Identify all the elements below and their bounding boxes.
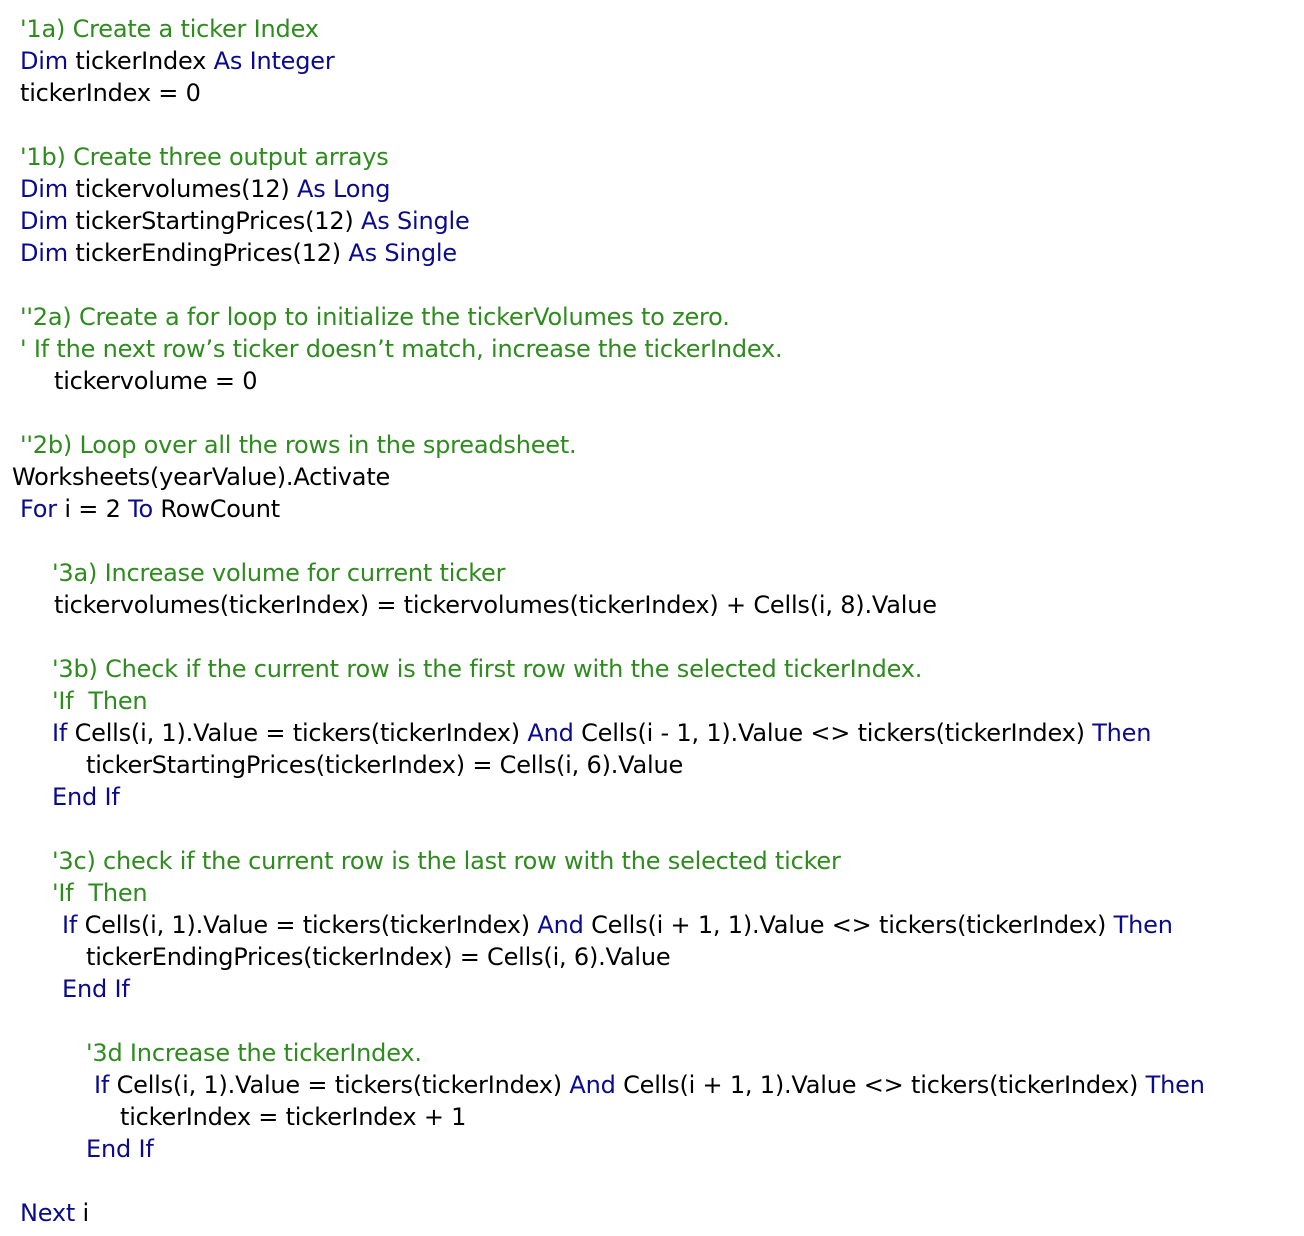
code-line[interactable] (52, 557, 505, 589)
code-line[interactable] (20, 13, 319, 45)
code-comment: '3b) Check if the current row is the first row with the selected tickerIndex. (52, 655, 923, 683)
code-text: Cells(i + 1, 1).Value <> tickers(tickerIndex) (583, 911, 1114, 939)
code-line[interactable] (20, 237, 457, 269)
code-text: Cells(i + 1, 1).Value <> tickers(tickerIndex) (615, 1071, 1146, 1099)
code-keyword: End If (86, 1135, 154, 1163)
code-keyword: And (569, 1071, 616, 1099)
code-text: tickerEndingPrices(tickerIndex) = Cells(i, 6).Value (86, 943, 671, 971)
code-comment: 'If Then (52, 879, 148, 907)
code-line[interactable] (52, 845, 841, 877)
code-line[interactable] (52, 653, 922, 685)
code-keyword: Then (1092, 719, 1152, 747)
code-comment: ''2a) Create a for loop to initialize the tickerVolumes to zero. (20, 303, 730, 331)
code-keyword: Dim (20, 175, 68, 203)
code-keyword: Next (20, 1199, 76, 1227)
code-text: tickerIndex = 0 (20, 79, 201, 107)
code-keyword: If (62, 911, 78, 939)
code-comment: '3a) Increase volume for current ticker (52, 559, 506, 587)
code-keyword: As Integer (213, 47, 335, 75)
code-line[interactable] (20, 205, 470, 237)
code-line[interactable] (62, 909, 1173, 941)
code-line[interactable] (52, 781, 120, 813)
code-line[interactable] (54, 589, 937, 621)
code-line[interactable] (52, 685, 147, 717)
code-line[interactable] (20, 141, 389, 173)
code-keyword: End If (62, 975, 130, 1003)
code-comment: '3d Increase the tickerIndex. (86, 1039, 422, 1067)
code-text: Cells(i, 1).Value = tickers(tickerIndex) (77, 911, 538, 939)
code-line[interactable] (62, 973, 130, 1005)
code-comment: ' If the next row’s ticker doesn’t match, increase the tickerIndex. (20, 335, 783, 363)
code-keyword: As Single (361, 207, 470, 235)
code-text: tickerIndex (67, 47, 214, 75)
code-keyword: For (20, 495, 57, 523)
code-line[interactable] (20, 493, 280, 525)
code-keyword: Dim (20, 47, 68, 75)
code-comment: 'If Then (52, 687, 148, 715)
code-text: tickervolumes(12) (67, 175, 298, 203)
code-text: i = 2 (56, 495, 129, 523)
code-line[interactable] (20, 333, 782, 365)
code-line[interactable] (20, 173, 390, 205)
code-text: Cells(i - 1, 1).Value <> tickers(tickerIndex) (573, 719, 1093, 747)
code-keyword: To (128, 495, 153, 523)
code-keyword: As Single (348, 239, 457, 267)
code-line[interactable] (20, 301, 730, 333)
code-text: tickerStartingPrices(12) (67, 207, 362, 235)
code-text: Cells(i, 1).Value = tickers(tickerIndex) (67, 719, 528, 747)
code-line[interactable] (52, 717, 1151, 749)
code-comment: '3c) check if the current row is the last row with the selected ticker (52, 847, 841, 875)
code-line[interactable] (86, 1037, 422, 1069)
code-keyword: Dim (20, 207, 68, 235)
code-line[interactable] (20, 77, 201, 109)
code-keyword: Then (1113, 911, 1173, 939)
code-keyword: Dim (20, 239, 68, 267)
code-line[interactable] (12, 461, 390, 493)
code-keyword: And (527, 719, 574, 747)
code-line[interactable] (94, 1069, 1205, 1101)
code-line[interactable] (86, 941, 670, 973)
code-line[interactable] (86, 1133, 154, 1165)
code-text: tickerEndingPrices(12) (67, 239, 349, 267)
code-text: tickerIndex = tickerIndex + 1 (120, 1103, 467, 1131)
code-line[interactable] (120, 1101, 466, 1133)
code-line[interactable] (86, 749, 683, 781)
code-line[interactable] (20, 45, 335, 77)
code-keyword: If (52, 719, 68, 747)
code-keyword: End If (52, 783, 120, 811)
code-comment: '1b) Create three output arrays (20, 143, 389, 171)
code-line[interactable] (20, 1197, 89, 1229)
code-line[interactable] (52, 877, 147, 909)
code-text: tickervolume = 0 (54, 367, 258, 395)
code-text: Worksheets(yearValue).Activate (12, 463, 391, 491)
code-text: tickerStartingPrices(tickerIndex) = Cells(i, 6).Value (86, 751, 684, 779)
code-text: tickervolumes(tickerIndex) = tickervolumes(tickerIndex) + Cells(i, 8).Value (54, 591, 937, 619)
code-line[interactable] (20, 429, 577, 461)
code-text: RowCount (152, 495, 280, 523)
code-line[interactable] (54, 365, 257, 397)
code-keyword: If (94, 1071, 110, 1099)
code-comment: '1a) Create a ticker Index (20, 15, 319, 43)
code-keyword: Then (1145, 1071, 1205, 1099)
code-comment: ''2b) Loop over all the rows in the spreadsheet. (20, 431, 577, 459)
code-keyword: And (537, 911, 584, 939)
code-text: Cells(i, 1).Value = tickers(tickerIndex) (109, 1071, 570, 1099)
code-keyword: As Long (297, 175, 391, 203)
code-text: i (75, 1199, 90, 1227)
